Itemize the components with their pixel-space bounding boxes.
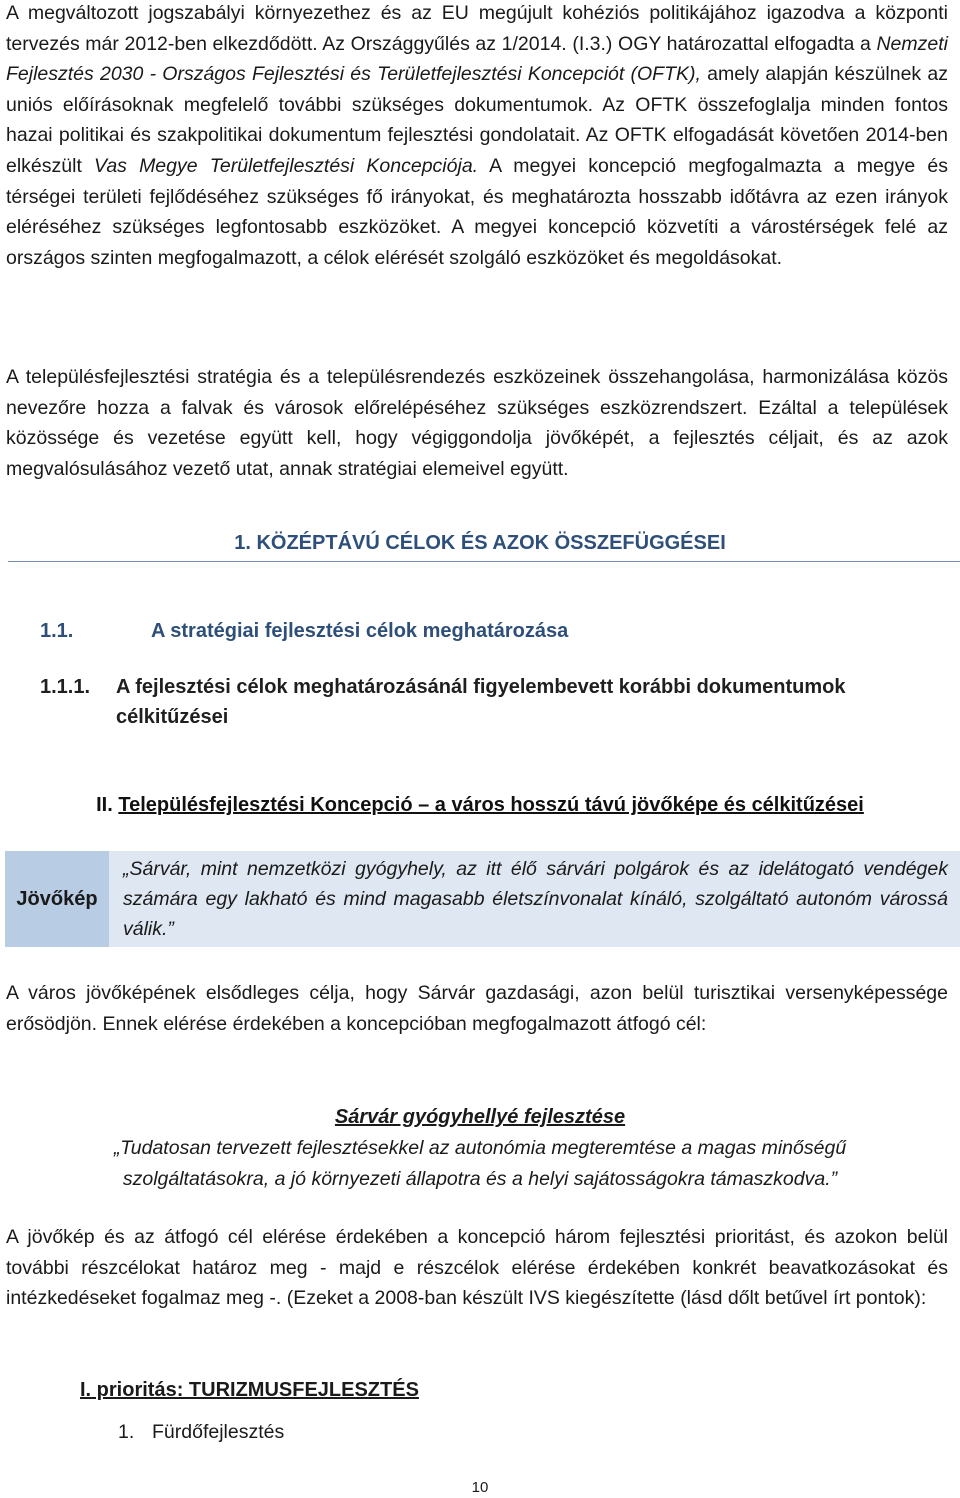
list-item [118, 1417, 284, 1447]
concept-number: II. [96, 794, 113, 816]
overall-goal-text: „Tudatosan tervezett fejlesztésekkel az autonómia megteremtése a magas minőségű szolgáltatásokra, a jó környezeti állapotra és a helyi sajátosságokra támaszkodva.” [113, 1137, 847, 1190]
paragraph-vision-goal: A város jövőképének elsődleges célja, hogy Sárvár gazdasági, azon belül turisztikai versenyképessége erősödjön. Ennek elérése érdekében a koncepcióban megfogalmazott átfogó cél: [6, 982, 948, 1035]
list-item-text: Fürdőfejlesztés [152, 1421, 285, 1443]
heading-divider [8, 561, 960, 562]
paragraph-priorities: A jövőkép és az átfogó cél elérése érdekében a koncepció három fejlesztési prioritást, és azokon belül további részcélokat határoz meg - majd e részcélok elérése érdekében konkrét beavatkozásokat és intézkedéseket fogalmaz meg -. (Ezeket a 2008-ban készült IVS kiegészítette (lásd dőlt betűvel írt pontok): [6, 1226, 948, 1310]
paragraph-intro-part-e: A megyei koncepció megfogalmazta a megye és térségei területi fejlődéséhez szükséges fő irányokat, és meghatározta hosszabb időtávra az ezen irányok eléréséhez szükséges legfontosabb eszközöket. A megyei koncepció közvetíti a várostérségek felé az országos szinten megfogalmazott, a célok elérését szolgáló eszközöket és megoldásokat. [6, 154, 948, 269]
subsection-title: A fejlesztési célok meghatározásánál figyelembevett korábbi dokumentumok célkitűzései [116, 676, 846, 728]
concept-title-text: Településfejlesztési Koncepció – a város hosszú távú jövőképe és célkitűzései [118, 794, 864, 816]
vision-text: „Sárvár, mint nemzetközi gyógyhely, az itt élő sárvári polgárok és az idelátogató vendégek számára egy lakható és mind magasabb életszínvonalat kínáló, szolgáltató autonóm várossá válik.” [123, 858, 948, 940]
page-number: 10 [471, 1479, 489, 1496]
paragraph-strategy: A településfejlesztési stratégia és a településrendezés eszközeinek összehangolása, harmonizálása közös nevezőre hozza a falvak és városok előrelépéséhez szükséges eszközrendszert. Ezáltal a települések közössége és vezetése együtt kell, hogy végiggondolja jövőképét, a fejlesztés céljait, és az azok megvalósulásához vezető utat, annak stratégiai elemeivel együtt. [6, 366, 948, 480]
priority-heading: I. prioritás: TURIZMUSFEJLESZTÉS [80, 1379, 419, 1401]
subsection-number: 1.1.1. [40, 676, 91, 698]
vision-label: Jövőkép [5, 851, 109, 947]
paragraph-intro [6, 0, 948, 273]
overall-goal-title: Sárvár gyógyhellyé fejlesztése [334, 1106, 626, 1128]
chapter-heading: 1. KÖZÉPTÁVÚ CÉLOK ÉS AZOK ÖSSZEFÜGGÉSEI [234, 532, 726, 554]
county-concept-title: Vas Megye Területfejlesztési Koncepciója. [94, 154, 479, 177]
section-heading [40, 616, 940, 646]
oftk-title: Nemzeti Fejlesztés 2030 - Országos Fejlesztési és Területfejlesztési Koncepciót (OFTK), [6, 32, 948, 86]
vision-box [5, 851, 960, 947]
list-item-number: 1. [118, 1421, 135, 1443]
concept-title [0, 790, 960, 820]
section-number: 1.1. [40, 620, 74, 642]
paragraph-intro-part-a: A megváltozott jogszabályi környezethez és az EU megújult kohéziós politikájához igazodva a központi tervezés már 2012-ben elkezdődött. Az Országgyűlés az 1/2014. (I.3.) OGY határozattal elfogadta a [6, 2, 948, 55]
section-title: A stratégiai fejlesztési célok meghatározása [151, 620, 569, 642]
paragraph-intro-part-c: amely alapján készülnek az uniós előírásoknak megfelelő további szükséges dokumentumok. Az OFTK összefoglalja minden fontos hazai politikai és szakpolitikai dokumentum fejlesztési gondolatait. Az OFTK elfogadását követően 2014-ben elkészült [6, 63, 948, 177]
